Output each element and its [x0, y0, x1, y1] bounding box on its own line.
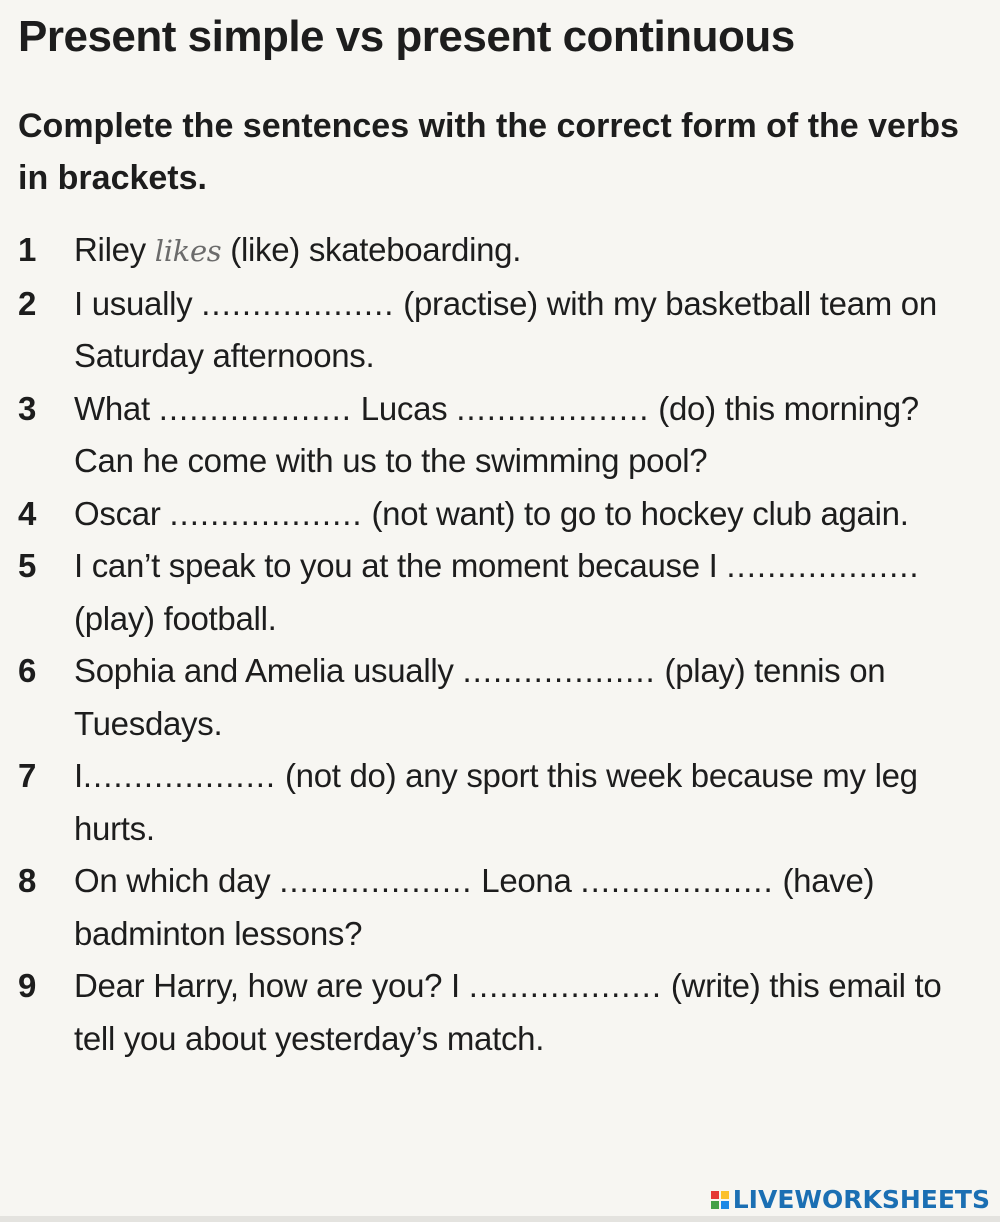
exercise-list — [18, 224, 978, 1065]
item-number: 4 — [18, 494, 37, 532]
answer-blank[interactable]: ................... — [580, 862, 774, 899]
exercise-item-8 — [18, 855, 978, 960]
sentence-text: (do) this morning? Can he come with us to the swimming pool? — [74, 389, 919, 479]
page-title: Present simple vs present continuous — [18, 12, 795, 61]
answer-blank[interactable]: ................... — [158, 389, 352, 427]
exercise-item-5 — [18, 540, 978, 645]
answer-blank[interactable]: ................... — [279, 862, 473, 899]
answer-blank[interactable]: ................... — [468, 967, 662, 1004]
exercise-item-4 — [18, 488, 978, 541]
item-number: 7 — [18, 757, 37, 794]
sentence-text: Oscar — [74, 494, 170, 532]
exercise-item-2 — [18, 278, 978, 383]
item-number: 5 — [18, 547, 37, 584]
item-number: 3 — [18, 389, 37, 427]
answer-blank[interactable]: ................... — [462, 652, 656, 689]
logo-square-yellow — [721, 1191, 729, 1199]
sentence-text: I can’t speak to you at the moment because I — [74, 547, 727, 584]
sentence-text: (play) tennis on Tuesdays. — [74, 652, 886, 742]
sentence-text: What — [74, 389, 159, 427]
instructions: Complete the sentences with the correct form of the verbs in brackets. — [18, 107, 959, 197]
logo-square-blue — [721, 1201, 729, 1209]
answer-blank[interactable]: ................... — [456, 389, 650, 427]
answer-blank[interactable]: ................... — [82, 757, 277, 794]
exercise-item-9 — [18, 960, 978, 1065]
liveworksheets-logo — [711, 1185, 990, 1214]
item-number: 9 — [18, 967, 37, 1004]
sentence-text: Leona — [472, 862, 581, 899]
exercise-item-6 — [18, 645, 978, 750]
sentence-text: Lucas — [351, 389, 457, 427]
answer-blank[interactable]: ................... — [726, 547, 920, 584]
logo-square-green — [711, 1201, 719, 1209]
sentence-text: (not do) any sport this week because my leg hurts. — [74, 757, 918, 847]
logo-square-red — [711, 1191, 719, 1199]
sentence-text: On which day — [74, 862, 280, 899]
item-number: 2 — [18, 284, 37, 322]
answer-blank[interactable]: ................... — [169, 494, 363, 532]
sentence-text: I usually — [74, 284, 202, 322]
exercise-item-7 — [18, 750, 978, 855]
logo-mark-icon — [711, 1191, 729, 1209]
logo-text: LIVEWORKSHEETS — [732, 1185, 990, 1214]
exercise-item-1 — [18, 224, 978, 278]
bottom-rule — [0, 1216, 1000, 1222]
sentence-text: Riley — [74, 231, 155, 268]
sentence-text: (not want) to go to hockey club again. — [362, 494, 909, 532]
item-number: 6 — [18, 652, 37, 689]
sentence-text: (play) football. — [74, 599, 277, 637]
answer-blank[interactable]: ................... — [201, 284, 395, 322]
example-answer: likes — [154, 234, 222, 268]
sentence-text: (practise) with my basketball team on Saturday afternoons. — [74, 284, 937, 374]
item-number: 1 — [18, 231, 37, 268]
sentence-text: (like) skateboarding. — [221, 231, 522, 268]
item-number: 8 — [18, 862, 37, 899]
sentence-text: (write) this email to tell you about yesterday’s match. — [74, 967, 942, 1057]
sentence-text: I — [74, 757, 83, 794]
exercise-item-3 — [18, 383, 978, 488]
sentence-text: (have) badminton lessons? — [74, 862, 875, 952]
sentence-text: Sophia and Amelia usually — [74, 652, 463, 689]
sentence-text: Dear Harry, how are you? I — [74, 967, 469, 1004]
